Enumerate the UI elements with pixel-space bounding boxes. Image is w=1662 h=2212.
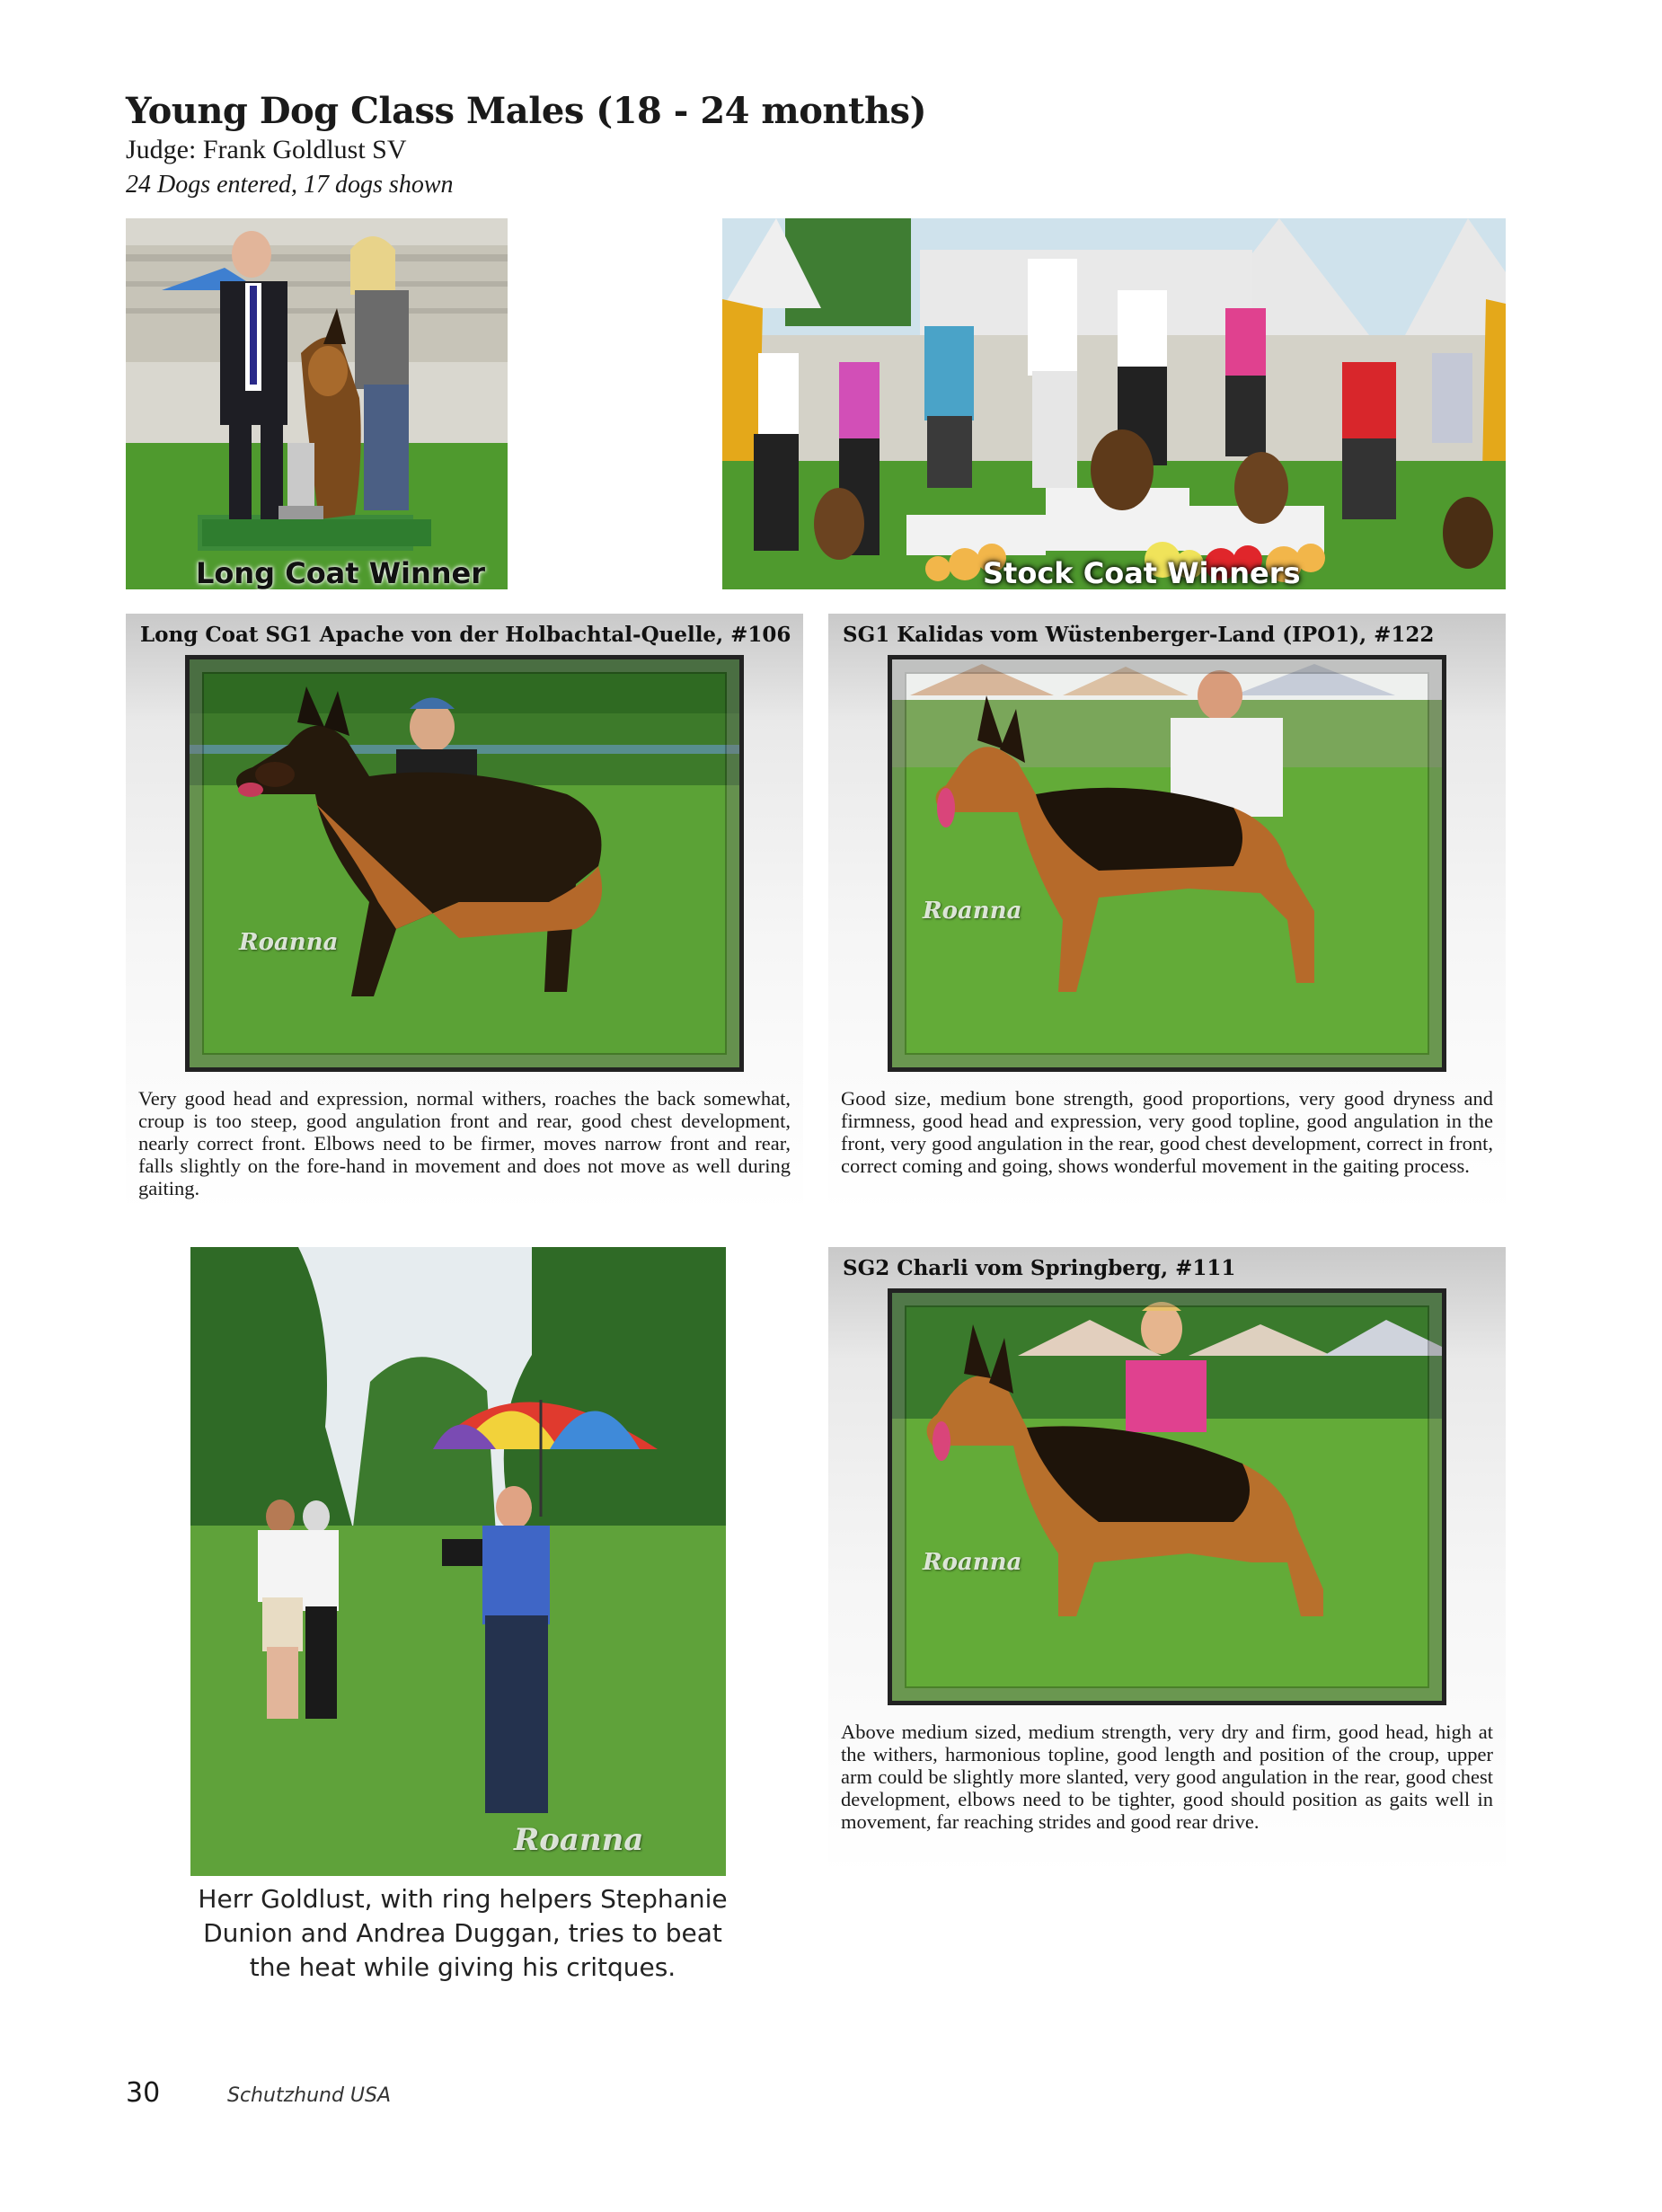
stock-coat-winners-label: Stock Coat Winners bbox=[983, 556, 1301, 589]
long-coat-winner-photo bbox=[126, 218, 508, 589]
apache-dog-image bbox=[190, 659, 739, 1067]
watermark-judge-photo: Roanna bbox=[514, 1822, 644, 1858]
stock-coat-winners-image bbox=[722, 218, 1506, 589]
charli-dog-image bbox=[892, 1293, 1442, 1701]
watermark-apache: Roanna bbox=[239, 929, 339, 956]
judge-umbrella-photo bbox=[190, 1247, 726, 1876]
critique-kalidas: Good size, medium bone strength, good proportions, very good dryness and firmness, good head and expression, very good topline, good angulation in the front, very good angulation in the rear, good chest development, correct in front, correct coming and going, shows wonderful movement in the gaiting process. bbox=[841, 1087, 1493, 1177]
entry-panel-apache bbox=[126, 614, 803, 1212]
entry-photo-kalidas bbox=[888, 655, 1446, 1072]
judge-line: Judge: Frank Goldlust SV bbox=[126, 135, 407, 164]
critique-apache: Very good head and expression, normal withers, roaches the back somewhat, croup is too steep, good angulation front and rear, good chest development, nearly correct front. Elbows need to be firmer, moves narrow front and rear, falls slightly on the fore-hand in movement and does not move as well during gaiting. bbox=[138, 1087, 791, 1199]
long-coat-winner-image bbox=[126, 218, 508, 589]
entry-heading-apache: Long Coat SG1 Apache von der Holbachtal-Quelle, #106 bbox=[140, 623, 791, 647]
watermark-kalidas: Roanna bbox=[923, 898, 1022, 925]
long-coat-winner-label: Long Coat Winner bbox=[196, 556, 486, 589]
entry-panel-kalidas bbox=[828, 614, 1506, 1212]
entry-photo-apache bbox=[185, 655, 744, 1072]
publication-name: Schutzhund USA bbox=[227, 2084, 392, 2107]
entry-panel-charli bbox=[828, 1247, 1506, 1876]
judge-umbrella-image bbox=[190, 1247, 726, 1876]
entry-photo-charli bbox=[888, 1288, 1446, 1705]
stock-coat-winners-photo bbox=[722, 218, 1506, 589]
watermark-charli: Roanna bbox=[923, 1549, 1022, 1576]
entry-heading-charli: SG2 Charli vom Springberg, #111 bbox=[843, 1256, 1236, 1280]
page-number: 30 bbox=[126, 2077, 161, 2109]
critique-charli: Above medium sized, medium strength, very dry and firm, good head, high at the withers, harmonious topline, good length and position of the croup, upper arm could be slightly more slanted, very good angulation in the rear, good chest development, elbows need to be tighter, good should position as gaits well in movement, far reaching strides and good rear drive. bbox=[841, 1721, 1493, 1833]
judge-photo-caption: Herr Goldlust, with ring helpers Stephanie Dunion and Andrea Duggan, tries to beat the heat while giving his critques. bbox=[198, 1884, 728, 1982]
entries-count: 24 Dogs entered, 17 dogs shown bbox=[126, 171, 454, 199]
kalidas-dog-image bbox=[892, 659, 1442, 1067]
entry-heading-kalidas: SG1 Kalidas vom Wüstenberger-Land (IPO1), #122 bbox=[843, 623, 1435, 647]
page-title: Young Dog Class Males (18 - 24 months) bbox=[126, 90, 926, 132]
